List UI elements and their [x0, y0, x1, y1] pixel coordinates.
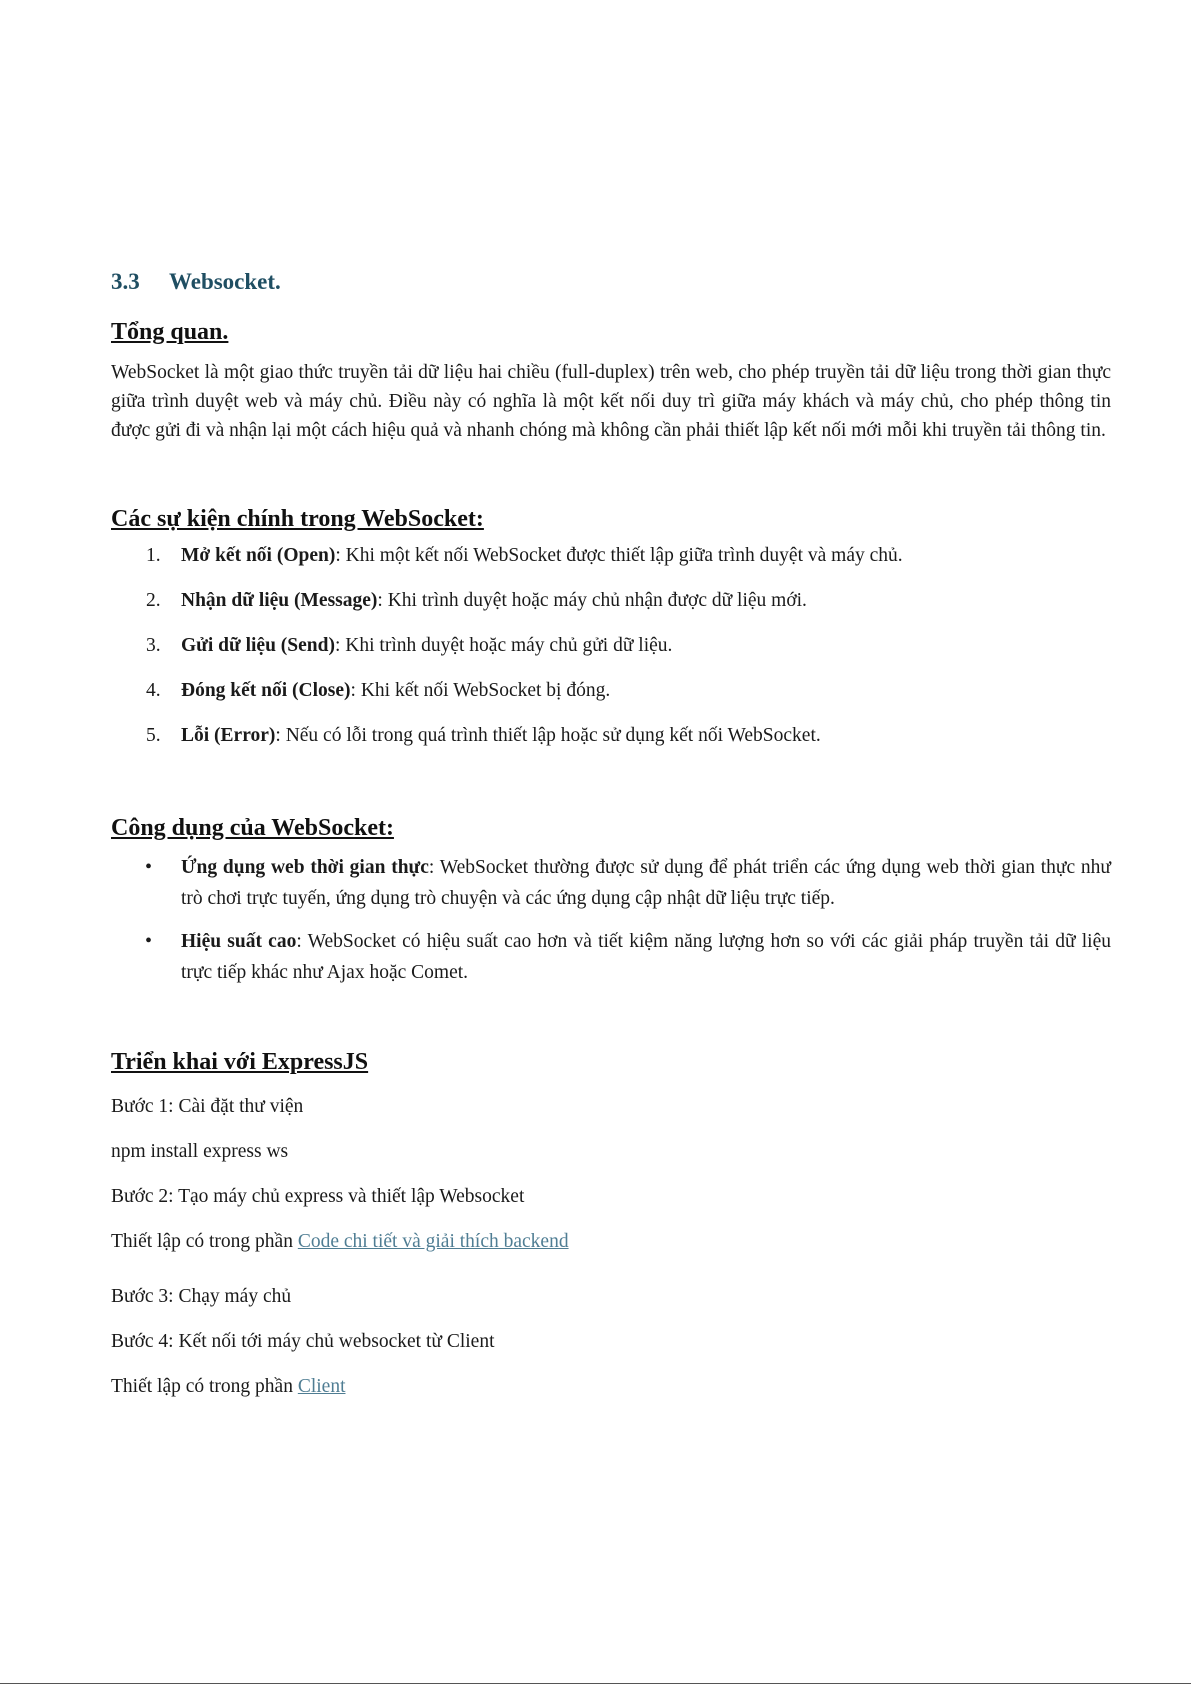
event-desc: : Nếu có lỗi trong quá trình thiết lập hoặc sử dụng kết nối WebSocket. — [275, 725, 821, 746]
list-item — [111, 676, 1111, 705]
list-number: 2. — [146, 590, 161, 611]
list-item — [111, 852, 1111, 914]
uses-heading: Công dụng của WebSocket: — [111, 815, 394, 841]
event-desc: : Khi trình duyệt hoặc máy chủ gửi dữ liệu. — [334, 635, 673, 656]
list-item — [111, 926, 1111, 988]
page-bottom-rule — [0, 1683, 1191, 1684]
deploy-heading: Triển khai với ExpressJS — [111, 1049, 369, 1075]
step-4: Bước 4: Kết nối tới máy chủ websocket từ Client — [111, 1331, 495, 1352]
use-desc: : WebSocket thường được sử dụng để phát triển các ứng dụng web thời gian thực như trò chơi trực tuyến, ứng dụng trò chuyện và các ứng dụng cập nhật dữ liệu trực tiếp. — [181, 857, 1111, 909]
events-heading: Các sự kiện chính trong WebSocket: — [111, 506, 484, 532]
deploy-steps — [111, 1092, 1111, 1401]
list-item — [111, 586, 1111, 615]
list-number: 4. — [146, 680, 161, 701]
reference-prefix: Thiết lập có trong phần — [111, 1376, 298, 1397]
list-item — [111, 631, 1111, 660]
install-command: npm install express ws — [111, 1141, 289, 1162]
event-desc: : Khi một kết nối WebSocket được thiết lập giữa trình duyệt và máy chủ. — [335, 545, 903, 566]
bullet-icon: • — [145, 856, 153, 878]
event-term: Mở kết nối (Open) — [181, 545, 336, 566]
event-desc: : Khi kết nối WebSocket bị đóng. — [350, 680, 611, 701]
uses-list — [111, 852, 1111, 988]
use-term: Ứng dụng web thời gian thực — [181, 857, 429, 878]
list-number: 5. — [146, 725, 161, 746]
event-term: Lỗi (Error) — [181, 725, 276, 746]
overview-heading: Tổng quan. — [111, 319, 229, 345]
event-term: Đóng kết nối (Close) — [181, 680, 351, 701]
list-item — [111, 721, 1111, 750]
event-term: Gửi dữ liệu (Send) — [181, 635, 335, 656]
client-link[interactable]: Client — [297, 1376, 346, 1397]
list-item — [111, 541, 1111, 570]
event-term: Nhận dữ liệu (Message) — [181, 590, 378, 611]
list-number: 3. — [146, 635, 161, 656]
reference-backend — [111, 1227, 1111, 1256]
overview-paragraph: WebSocket là một giao thức truyền tải dữ liệu hai chiều (full-duplex) trên web, cho phép truyền tải dữ liệu trong thời gian thực giữa trình duyệt web và máy chủ. Điều này có nghĩa là một kết nối duy trì giữa máy khách và máy chủ, cho phép thông tin được gửi đi và nhận lại một cách hiệu quả và nhanh chóng mà không cần phải thiết lập kết nối mới mỗi khi truyền tải thông tin. — [111, 362, 1111, 441]
use-term: Hiệu suất cao — [181, 931, 297, 952]
reference-client — [111, 1372, 1111, 1401]
event-desc: : Khi trình duyệt hoặc máy chủ nhận được dữ liệu mới. — [377, 590, 807, 611]
section-title: Websocket. — [169, 269, 281, 294]
list-number: 1. — [146, 545, 161, 566]
section-number: 3.3 — [111, 269, 140, 294]
step-3: Bước 3: Chạy máy chủ — [111, 1286, 292, 1307]
section-heading — [111, 260, 1111, 304]
step-2: Bước 2: Tạo máy chủ express và thiết lập Websocket — [111, 1186, 525, 1207]
use-desc: : WebSocket có hiệu suất cao hơn và tiết kiệm năng lượng hơn so với các giải pháp truyền tải dữ liệu trực tiếp khác như Ajax hoặc Comet. — [181, 931, 1111, 983]
backend-code-link[interactable]: Code chi tiết và giải thích backend — [297, 1231, 569, 1252]
step-1: Bước 1: Cài đặt thư viện — [111, 1096, 304, 1117]
events-list — [111, 541, 1111, 750]
reference-prefix: Thiết lập có trong phần — [111, 1231, 298, 1252]
bullet-icon: • — [145, 930, 153, 952]
document-page — [111, 260, 1111, 1417]
